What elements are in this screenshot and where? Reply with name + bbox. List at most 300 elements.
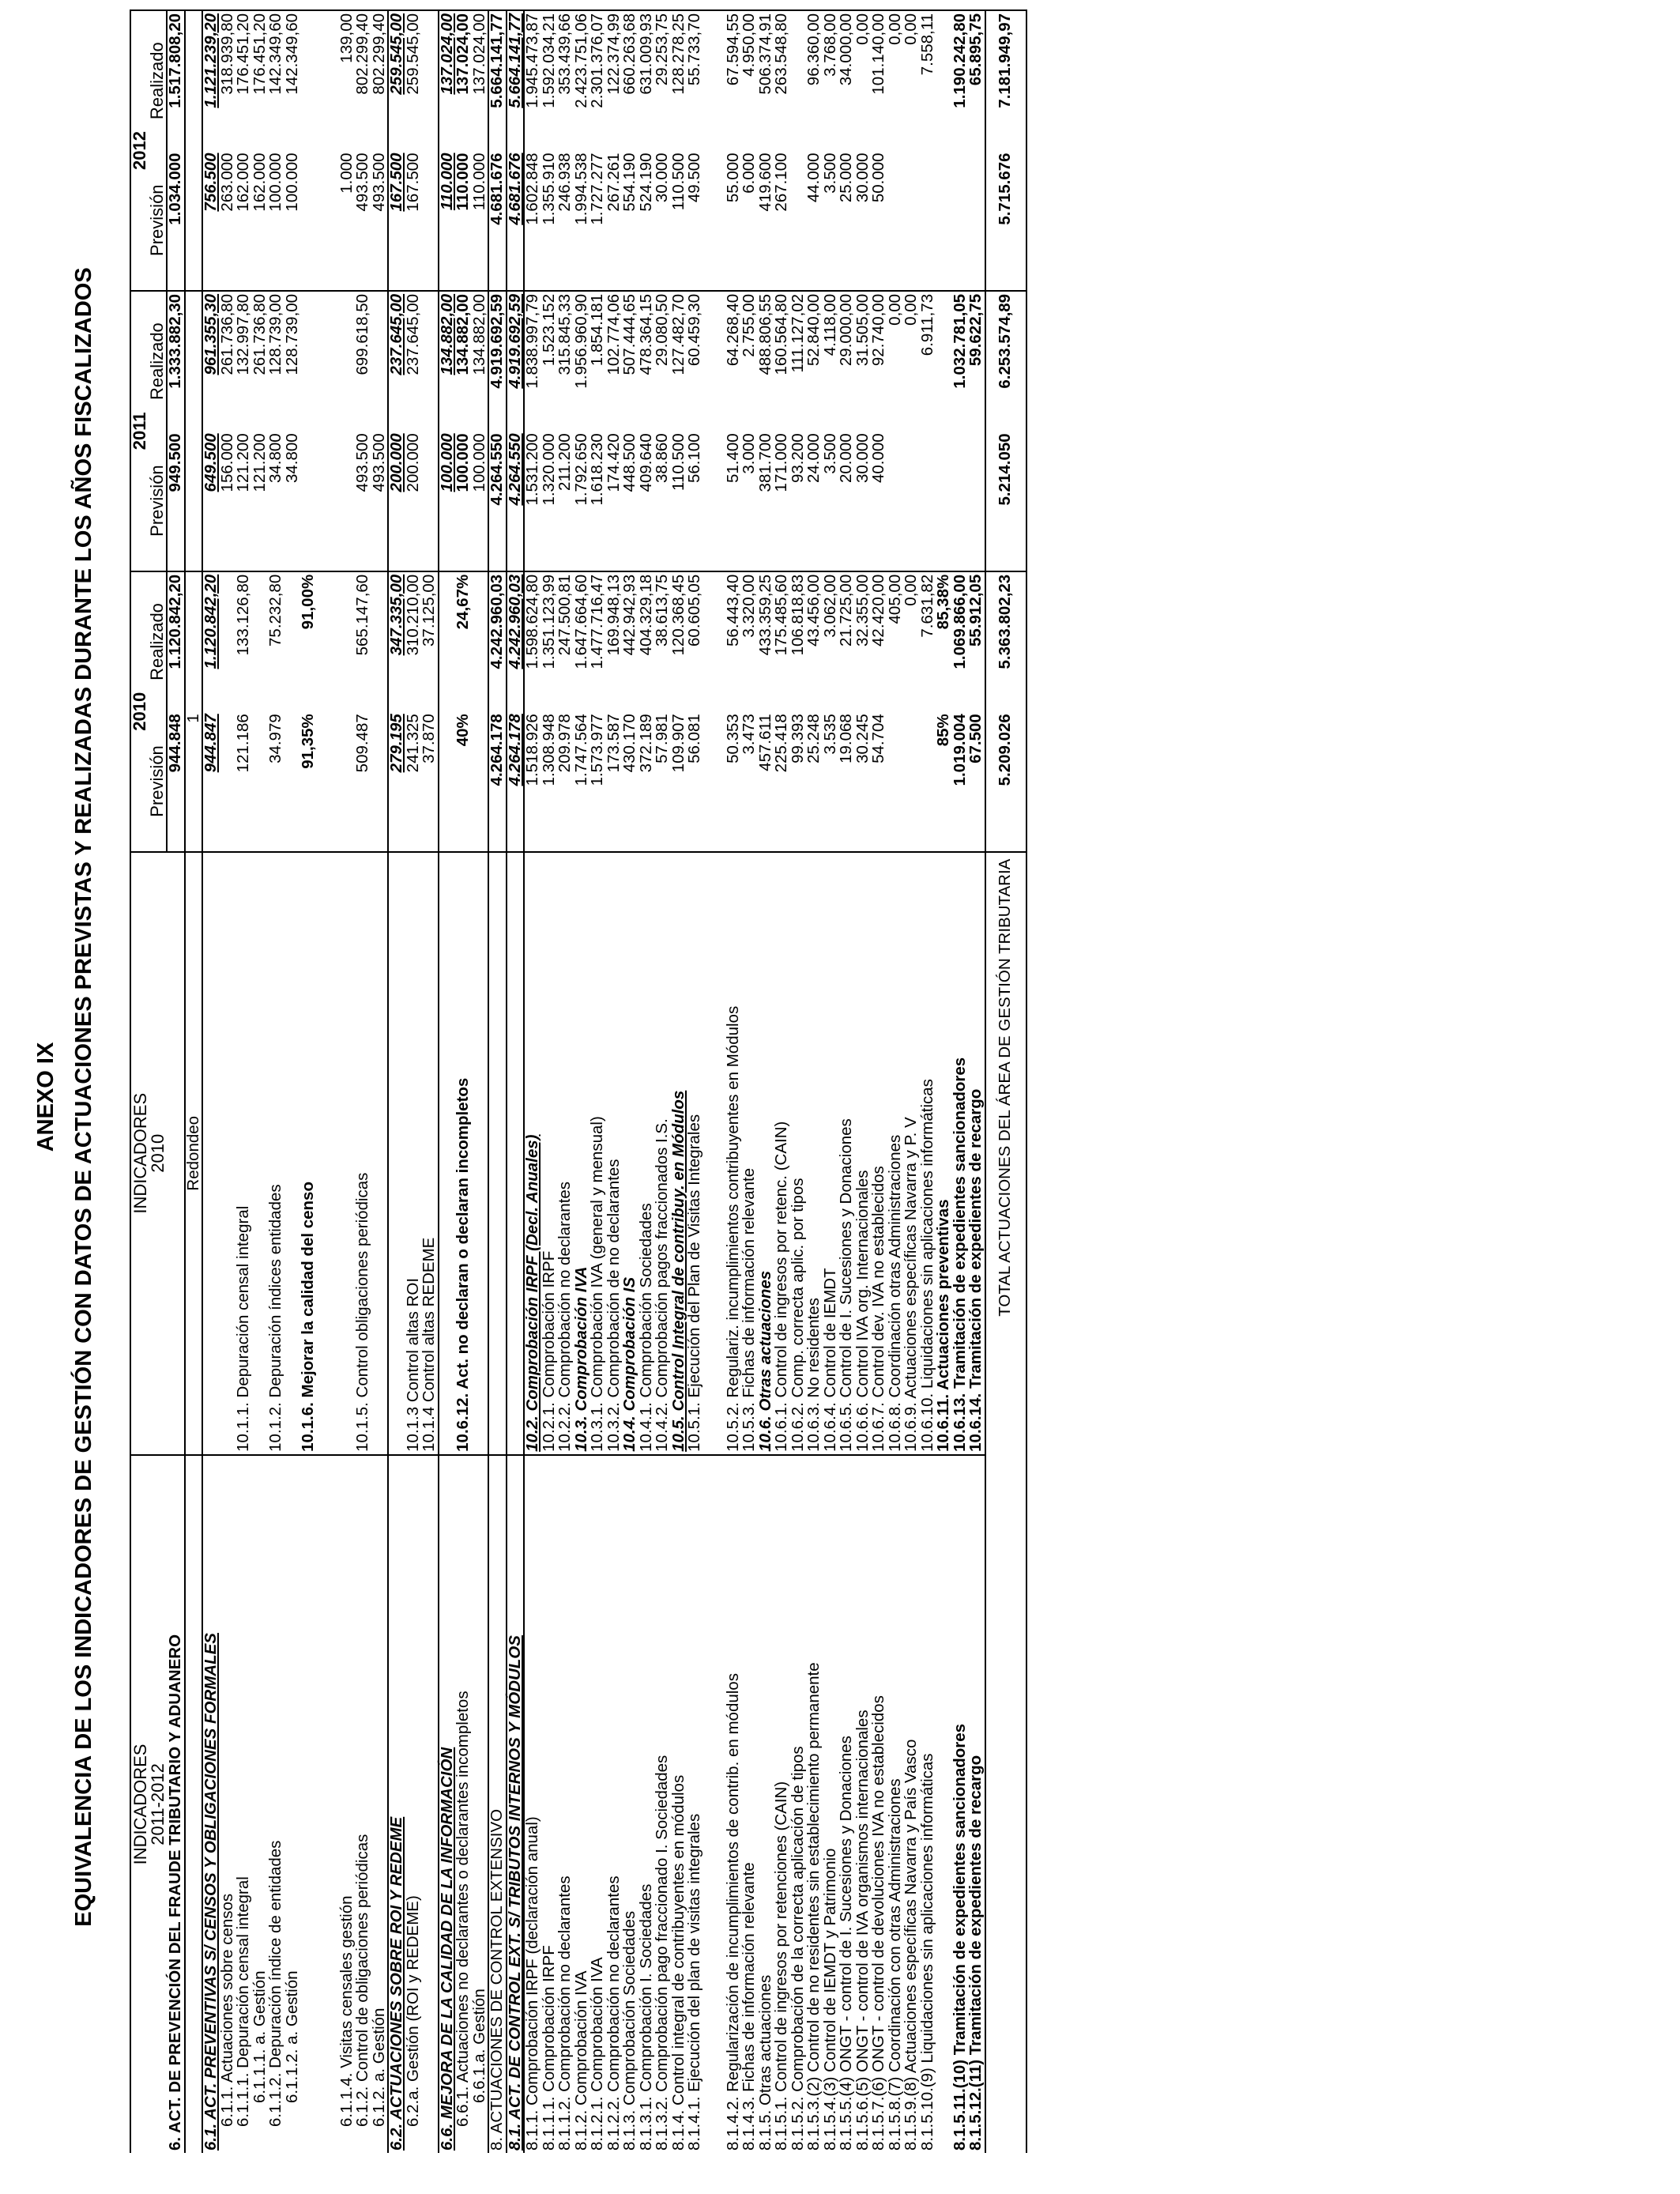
realizado-value: 1.477.716,47: [590, 571, 606, 711]
prevision-value: [371, 711, 389, 851]
indicator-2010: 10.5.2. Regulariz. incumplimientos contribuyentes en Módulos: [725, 852, 742, 1455]
indicator-2010: 10.6.1. Control de ingresos por retenc. (CAIN): [774, 852, 790, 1455]
prevision-value: 110.000: [439, 150, 456, 290]
total-value: 5.209.026: [985, 711, 1026, 851]
realizado-value: 7.631,82: [920, 571, 936, 711]
realizado-value: 122.374,99: [606, 10, 623, 150]
prevision-value: [952, 150, 969, 290]
prevision-value: 56.081: [685, 714, 703, 763]
realizado-value: [371, 571, 389, 711]
table-row: [455, 10, 472, 2153]
realizado-value: 64.268,40: [725, 291, 742, 431]
realizado-value: 4.919.692,59: [488, 291, 507, 431]
realizado-value: 2.755,00: [741, 291, 758, 431]
table-row: [574, 10, 590, 2153]
realizado-value: 247.500,81: [557, 571, 574, 711]
prevision-value: 30.000: [653, 153, 671, 203]
indicator-2011-2012: 6.1.2. a. Gestión: [371, 1455, 389, 2153]
prevision-value: [903, 711, 920, 851]
realizado-value: 128.739,00: [284, 291, 301, 431]
realizado-value: [300, 10, 317, 150]
table-row: [855, 10, 872, 2153]
realizado-value: 42.420,00: [871, 571, 887, 711]
indicator-2011-2012: 6.1.1.2. Depuración índice de entidades: [268, 1455, 284, 2153]
prevision-value: 756.500: [202, 150, 220, 290]
indicator-2010: [507, 852, 525, 1455]
prevision-value: [887, 431, 904, 571]
table-row: [725, 10, 742, 2153]
table-row: [284, 10, 301, 2153]
spacer-row: [317, 10, 339, 2153]
realizado-value: 0,00: [855, 10, 872, 150]
indicator-2010: 10.6.3. No residentes: [806, 852, 823, 1455]
prevision-value: 225.418: [772, 714, 790, 773]
indicator-2011-2012: 8.1.1.1. Comprobación IRPF: [541, 1455, 558, 2153]
prevision-value: [968, 150, 985, 290]
realizado-value: 4.919.692,59: [507, 291, 525, 431]
table-row: [355, 10, 371, 2153]
table-row: [421, 10, 439, 2153]
realizado-value: 111.127,02: [790, 291, 807, 431]
realizado-value: 2.301.376,07: [590, 10, 606, 150]
header-year-2011: 2011: [130, 291, 149, 571]
realizado-value: 0,00: [903, 10, 920, 150]
prevision-value: 167.500: [388, 150, 405, 290]
realizado-value: [284, 571, 301, 711]
table-row: [823, 10, 839, 2153]
prevision-value: 162.000: [234, 153, 252, 212]
prevision-value: 1.994.538: [571, 153, 590, 225]
prevision-value: 1.019.004: [950, 714, 969, 786]
prevision-value: 4.264.178: [507, 711, 525, 851]
indicator-2011-2012: 8. ACTUACIONES DE CONTROL EXTENSIVO: [488, 1455, 507, 2153]
prevision-value: [339, 711, 356, 851]
prevision-value: 162.000: [250, 153, 269, 212]
prevision-value: 246.938: [556, 153, 574, 212]
table-row: [388, 10, 405, 2153]
indicator-2010: Redondeo: [185, 852, 203, 1455]
realizado-value: 315.845,33: [557, 291, 574, 431]
realizado-value: 259.545,00: [405, 10, 422, 150]
prevision-value: 91,35%: [299, 714, 317, 769]
prevision-value: 4.264.550: [507, 431, 525, 571]
header-year-2010: 2010: [130, 571, 149, 852]
indicator-2011-2012: 8.1.4.1. Ejecución del plan de visitas integrales: [687, 1455, 703, 2153]
realizado-value: 3.062,00: [823, 571, 839, 711]
realizado-value: 353.439,66: [557, 10, 574, 150]
realizado-value: 175.485,60: [774, 571, 790, 711]
prevision-value: 493.500: [369, 433, 388, 492]
prevision-value: 67.500: [968, 711, 985, 851]
header-realizado: Realizado: [149, 291, 167, 431]
prevision-value: [300, 431, 317, 571]
prevision-value: 167.500: [403, 153, 422, 212]
prevision-value: 121.200: [250, 433, 269, 492]
indicator-2011-2012: 6.1.2. Control de obligaciones periódicas: [355, 1455, 371, 2153]
prevision-value: 3.500: [820, 153, 839, 194]
realizado-value: 1.598.624,80: [524, 571, 541, 711]
table-row: [622, 10, 638, 2153]
prevision-value: [903, 431, 920, 571]
indicator-2010: 10.6.14. Tramitación de expedientes de recargo: [968, 852, 985, 1455]
prevision-value: [220, 711, 236, 851]
prevision-value: 279.195: [388, 711, 405, 851]
table-row: [936, 10, 952, 2153]
realizado-value: [790, 10, 807, 150]
prevision-value: 3.473: [740, 714, 758, 755]
indicators-table: [130, 9, 1027, 2153]
prevision-value: [421, 431, 439, 571]
page-subtitle: EQUIVALENCIA DE LOS INDICADORES DE GESTIÓN CON DATOS DE ACTUACIONES PREVISTAS Y REALIZADAS DURANTE LOS AÑOS FISCALIZADOS: [71, 267, 96, 1927]
prevision-value: 156.000: [217, 433, 236, 492]
table-row: [202, 10, 220, 2153]
indicator-2010: 10.4. Comprobación IS: [622, 852, 638, 1455]
prevision-value: 100.000: [454, 433, 472, 492]
indicator-2011-2012: 8.1.5.1. Control de ingresos por retenciones (CAIN): [774, 1455, 790, 2153]
prevision-value: 1.602.848: [523, 153, 541, 225]
indicator-2011-2012: 8.1.4.3. Fichas de información relevante: [741, 1455, 758, 2153]
indicator-2010: 10.6.2. Comp. correcta aplic. por tipos: [790, 852, 807, 1455]
indicator-2011-2012: 8.1.5.12.(11) Tramitación de expedientes de recargo: [968, 1455, 985, 2153]
total-value: 5.214.050: [985, 431, 1026, 571]
prevision-value: [421, 150, 439, 290]
prevision-value: [968, 431, 985, 571]
realizado-value: 67.594,55: [725, 10, 742, 150]
indicator-2010: 10.6.8. Coordinación otras Administraciones: [887, 852, 904, 1455]
realizado-value: 2.423.751,06: [574, 10, 590, 150]
table-row: [687, 10, 703, 2153]
realizado-value: 565.147,60: [355, 571, 371, 711]
realizado-value: 134.882,00: [439, 291, 456, 431]
realizado-value: 127.482,70: [671, 291, 687, 431]
indicator-2010: 10.2. Comprobación IRPF (Decl. Anuales): [524, 852, 541, 1455]
realizado-value: [339, 571, 356, 711]
prevision-value: [300, 150, 317, 290]
realizado-value: 142.349,60: [268, 10, 284, 150]
prevision-value: 1.000: [337, 153, 356, 194]
indicator-2011-2012: 8.1.2.1. Comprobación IVA: [590, 1455, 606, 2153]
realizado-value: 0,00: [887, 291, 904, 431]
realizado-value: [185, 10, 203, 150]
prevision-value: 493.500: [353, 153, 371, 212]
prevision-value: 109.907: [669, 714, 687, 773]
table-row: [920, 10, 936, 2153]
indicator-2011-2012: 6.6.1. Actuaciones no declarantes o declarantes incompletos: [455, 1455, 472, 2153]
realizado-value: 75.232,80: [268, 571, 284, 711]
indicator-2011-2012: [185, 1455, 203, 2153]
prevision-value: 20.000: [837, 433, 855, 484]
prevision-value: 267.261: [604, 153, 623, 212]
realizado-value: [252, 571, 269, 711]
realizado-value: 56.443,40: [725, 571, 742, 711]
table-row: [638, 10, 655, 2153]
prevision-value: 100.000: [439, 431, 456, 571]
indicator-2010: [388, 852, 405, 1455]
prevision-value: 430.170: [620, 714, 638, 773]
prevision-value: [920, 711, 936, 851]
prevision-value: 1.320.000: [539, 433, 558, 506]
realizado-value: [220, 571, 236, 711]
realizado-value: 237.645,00: [405, 291, 422, 431]
prevision-value: 3.535: [820, 714, 839, 755]
realizado-value: 1.945.473,87: [524, 10, 541, 150]
prevision-value: 50.353: [723, 714, 742, 763]
prevision-value: [903, 150, 920, 290]
indicator-2011-2012: 8.1.5.6.(5) ONGT - control de IVA organismos internacionales: [855, 1455, 872, 2153]
prevision-value: 949.500: [167, 431, 185, 571]
header-realizado: Realizado: [149, 571, 167, 711]
prevision-value: 85%: [934, 714, 952, 747]
indicator-2010: 10.6.5. Control de I. Sucesiones y Donaciones: [838, 852, 855, 1455]
realizado-value: 802.299,40: [371, 10, 389, 150]
prevision-value: 944.847: [202, 711, 220, 851]
table-row: [790, 10, 807, 2153]
indicator-2011-2012: 8.1.5.8.(7) Coordinación con otras Administraciones: [887, 1455, 904, 2153]
realizado-value: 120.368,45: [671, 571, 687, 711]
indicator-2011-2012: 8.1. ACT. DE CONTROL EXT. S/ TRIBUTOS INTERNOS Y MÓDULOS: [507, 1455, 525, 2153]
header-realizado: Realizado: [149, 10, 167, 150]
prevision-value: 171.000: [772, 433, 790, 492]
table-row: [488, 10, 507, 2153]
prevision-value: 1.727.277: [588, 153, 606, 225]
prevision-value: 51.400: [723, 433, 742, 484]
realizado-value: 237.645,00: [388, 291, 405, 431]
realizado-value: 128.739,00: [268, 291, 284, 431]
prevision-value: 209.978: [556, 714, 574, 773]
prevision-value: [252, 711, 269, 851]
prevision-value: [936, 431, 952, 571]
indicator-2010: 10.5.3. Fichas de información relevante: [741, 852, 758, 1455]
realizado-value: 137.024,00: [439, 10, 456, 150]
prevision-value: [952, 431, 969, 571]
indicator-2011-2012: 6.6. MEJORA DE LA CALIDAD DE LA INFORMACIÓN: [439, 1455, 456, 2153]
prevision-value: 37.870: [420, 714, 438, 763]
realizado-value: 506.374,91: [758, 10, 774, 150]
indicator-2010: 10.5. Control Integral de contribuy. en Módulos: [671, 852, 687, 1455]
realizado-value: 488.806,55: [758, 291, 774, 431]
prevision-value: [920, 431, 936, 571]
indicator-2011-2012: 8.1.5.10.(9) Liquidaciones sin aplicaciones informáticas: [920, 1455, 936, 2153]
realizado-value: 3.320,00: [741, 571, 758, 711]
spacer-row: [703, 10, 725, 2153]
realizado-value: [421, 291, 439, 431]
total-row: [985, 10, 1026, 2153]
prevision-value: 40.000: [869, 433, 887, 484]
realizado-value: 96.360,00: [806, 10, 823, 150]
table-row: [654, 10, 671, 2153]
indicator-2010: [252, 852, 269, 1455]
realizado-value: 133.126,80: [235, 571, 252, 711]
realizado-value: 961.355,30: [202, 291, 220, 431]
realizado-value: 6.911,73: [920, 291, 936, 431]
realizado-value: 1.120.842,20: [202, 571, 220, 711]
realizado-value: 139,00: [339, 10, 356, 150]
table-row: [774, 10, 790, 2153]
indicator-2011-2012: 8.1.1.2. Comprobación no declarantes: [557, 1455, 574, 2153]
realizado-value: 5.664.141,77: [488, 10, 507, 150]
indicator-2011-2012: 8.1.5.3.(2) Control de no residentes sin establecimiento permanente: [806, 1455, 823, 2153]
table-row: [671, 10, 687, 2153]
prevision-value: 110.000: [469, 153, 488, 211]
prevision-value: 49.500: [685, 153, 703, 203]
indicator-2011-2012: [421, 1455, 439, 2153]
realizado-value: 21.725,00: [838, 571, 855, 711]
table-row: [887, 10, 904, 2153]
table-row: [235, 10, 252, 2153]
prevision-value: 3.500: [820, 433, 839, 474]
indicator-2011-2012: 8.1.5.7.(6) ONGT - control de devoluciones IVA no establecidos: [871, 1455, 887, 2153]
indicator-2011-2012: 8.1.3.2. Comprobación pago fraccionado I. Sociedades: [654, 1455, 671, 2153]
indicator-2010: 10.1.4 Control altas REDEME: [421, 852, 439, 1455]
realizado-value: 433.359,25: [758, 571, 774, 711]
realizado-value: 699.618,50: [355, 291, 371, 431]
realizado-value: 134.882,00: [472, 291, 489, 431]
realizado-value: 0,00: [903, 571, 920, 711]
prevision-value: 56.100: [685, 433, 703, 484]
prevision-value: [185, 431, 203, 571]
indicator-2010: 10.1.1. Depuración censal integral: [235, 852, 252, 1455]
table-row: [472, 10, 489, 2153]
table-row: [300, 10, 317, 2153]
prevision-value: 38.860: [653, 433, 671, 484]
prevision-value: [284, 711, 301, 851]
realizado-value: 24,67%: [455, 571, 472, 711]
prevision-value: 200.000: [403, 433, 422, 492]
indicator-2011-2012: 8.1.3.1. Comprobación I. Sociedades: [638, 1455, 655, 2153]
realizado-value: [185, 571, 203, 711]
prevision-value: 1.034.000: [167, 150, 185, 290]
indicator-2011-2012: 8.1.5.2. Comprobación de la correcta aplicación de tipos: [790, 1455, 807, 2153]
prevision-value: 110.000: [454, 153, 472, 211]
prevision-value: [790, 150, 807, 290]
realizado-value: 310.210,00: [405, 571, 422, 711]
indicator-2010: [284, 852, 301, 1455]
indicator-2010: [439, 852, 456, 1455]
realizado-value: 3.768,00: [823, 10, 839, 150]
realizado-value: 1.592.034,21: [541, 10, 558, 150]
realizado-value: 1.523.152: [541, 291, 558, 431]
prevision-value: 110.500: [669, 153, 687, 211]
realizado-value: 60.605,05: [687, 571, 703, 711]
prevision-value: 554.190: [620, 153, 638, 212]
prevision-value: 99.393: [788, 714, 807, 763]
realizado-value: 38.613,75: [654, 571, 671, 711]
prevision-value: 267.100: [772, 153, 790, 212]
total-value: 5.715.676: [985, 150, 1026, 290]
indicator-2010: 10.6.12. Act. no declaran o declaran incompletos: [455, 852, 472, 1455]
indicator-2011-2012: 6.1.1.1. Depuración censal integral: [235, 1455, 252, 2153]
indicator-2011-2012: 8.1.2.2. Comprobación no declarantes: [606, 1455, 623, 2153]
indicator-2011-2012: 6.2.a. Gestión (ROI y REDEME): [405, 1455, 422, 2153]
realizado-value: 160.564,80: [774, 291, 790, 431]
table-row: [220, 10, 236, 2153]
prevision-value: 1.531.200: [523, 433, 541, 506]
realizado-value: [936, 10, 952, 150]
table-row: [371, 10, 389, 2153]
realizado-value: [421, 10, 439, 150]
indicator-2010: 10.6.13. Tramitación de expedientes sancionadores: [952, 852, 969, 1455]
prevision-value: 6.000: [740, 153, 758, 194]
indicator-2011-2012: 6. ACT. DE PREVENCIÓN DEL FRAUDE TRIBUTARIO Y ADUANERO: [167, 1455, 185, 2153]
prevision-value: 30.000: [853, 153, 872, 203]
prevision-value: 3.000: [740, 433, 758, 474]
prevision-value: [936, 150, 952, 290]
realizado-value: 43.456,00: [806, 571, 823, 711]
prevision-value: 25.248: [804, 714, 823, 763]
prevision-value: 174.420: [604, 433, 623, 492]
prevision-value: 1.747.564: [571, 714, 590, 786]
indicator-2011-2012: 8.1.2. Comprobación IVA: [574, 1455, 590, 2153]
total-value: 7.181.949,97: [985, 10, 1026, 150]
prevision-value: 54.704: [869, 714, 887, 763]
indicator-2011-2012: 8.1.4. Control integral de contribuyentes en módulos: [671, 1455, 687, 2153]
prevision-value: 448.500: [620, 433, 638, 492]
realizado-value: 631.009,93: [638, 10, 655, 150]
prevision-value: [439, 711, 456, 851]
indicator-2010: 10.3.1. Comprobación IVA (general y mensual): [590, 852, 606, 1455]
prevision-value: 1.355.910: [539, 153, 558, 225]
indicator-2011-2012: 8.1.4.2. Regularización de incumplimientos de contrib. en módulos: [725, 1455, 742, 2153]
table-row: [541, 10, 558, 2153]
prevision-value: 4.264.550: [488, 431, 507, 571]
realizado-value: 55.912,05: [968, 571, 985, 711]
realizado-value: 34.000,00: [838, 10, 855, 150]
realizado-value: 478.364,15: [638, 291, 655, 431]
realizado-value: 405,00: [887, 571, 904, 711]
realizado-value: 404.329,18: [638, 571, 655, 711]
realizado-value: 1.517.808,20: [167, 10, 185, 150]
prevision-value: 649.500: [202, 431, 220, 571]
total-value: 5.363.802,23: [985, 571, 1026, 711]
realizado-value: 4.950,00: [741, 10, 758, 150]
indicator-2010: [202, 852, 220, 1455]
realizado-value: 0,00: [887, 10, 904, 150]
table-row: [167, 10, 185, 2153]
header-indicadores-2011-2012: INDICADORES 2011-2012: [130, 1455, 167, 2153]
indicator-2010: 10.6.11. Actuaciones preventivas: [936, 852, 952, 1455]
indicator-2011-2012: 6.1.1.1. a. Gestión: [252, 1455, 269, 2153]
realizado-value: 52.840,00: [806, 291, 823, 431]
realizado-value: 802.299,40: [355, 10, 371, 150]
realizado-value: 106.818,83: [790, 571, 807, 711]
realizado-value: 176.451,20: [252, 10, 269, 150]
realizado-value: 1.069.866,00: [952, 571, 969, 711]
indicator-2011-2012: 8.1.5.4.(3) Control de IEMDT y Patrimonio: [823, 1455, 839, 2153]
prevision-value: 1.618.230: [588, 433, 606, 506]
indicator-2011-2012: 6.1.1.4. Visitas censales gestión: [339, 1455, 356, 2153]
prevision-value: 100.000: [266, 153, 284, 212]
realizado-value: 31.505,00: [855, 291, 872, 431]
prevision-value: 457.611: [755, 714, 774, 771]
prevision-value: [472, 711, 489, 851]
prevision-value: 100.000: [282, 153, 301, 212]
realizado-value: 660.263,68: [622, 10, 638, 150]
table-row: [838, 10, 855, 2153]
realizado-value: 507.444,65: [622, 291, 638, 431]
realizado-value: 1.121.239,20: [202, 10, 220, 150]
indicator-2010: 10.4.2. Comprobación pagos fraccionados I.S.: [654, 852, 671, 1455]
prevision-value: 1.792.650: [571, 433, 590, 506]
prevision-value: 1: [183, 714, 202, 723]
realizado-value: 134.882,00: [455, 291, 472, 431]
realizado-value: 101.140,00: [871, 10, 887, 150]
header-prevision: Previsión: [149, 711, 167, 851]
realizado-value: 29.080,50: [654, 291, 671, 431]
header-indicadores-2010: INDICADORES 2010: [130, 852, 167, 1455]
indicator-2010: 10.5.1. Ejecución del Plan de Visitas Integrales: [687, 852, 703, 1455]
prevision-value: 57.981: [653, 714, 671, 763]
prevision-value: 100.000: [469, 433, 488, 492]
